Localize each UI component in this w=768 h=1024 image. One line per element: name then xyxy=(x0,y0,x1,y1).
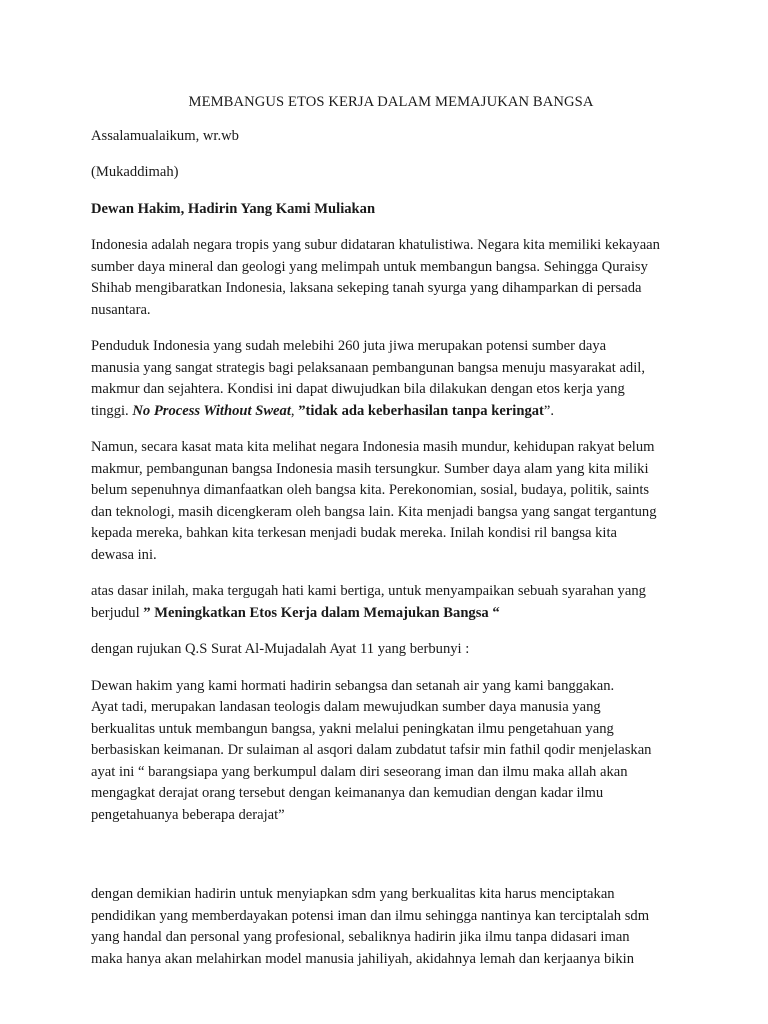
paragraph-line: dengan demikian hadirin untuk menyiapkan sdm yang berkualitas kita harus menciptakan xyxy=(91,886,615,902)
text-end: ”. xyxy=(543,402,555,419)
address-heading: Dewan Hakim, Hadirin Yang Kami Muliakan xyxy=(91,200,376,217)
text-comma: , xyxy=(290,402,299,419)
paragraph-line: Namun, secara kasat mata kita melihat negara Indonesia masih mundur, kehidupan rakyat belum xyxy=(91,439,655,455)
paragraph-line: makmur, pembangunan bangsa Indonesia masih tersungkur. Sumber daya alam yang kita miliki xyxy=(91,460,649,477)
speech-theme: ” Meningkatkan Etos Kerja dalam Memajukan Bangsa “ xyxy=(143,604,500,621)
document-body xyxy=(91,92,691,985)
paragraph-line: belum sepenuhnya dimanfaatkan oleh bangsa kita. Perekonomian, sosial, budaya, politik, saints xyxy=(91,482,650,498)
paragraph-line: makmur dan sejahtera. Kondisi ini dapat diwujudkan bila dilakukan dengan etos kerja yang xyxy=(91,381,625,397)
paragraph-line: Dewan hakim yang kami hormati hadirin sebangsa dan setanah air yang kami banggakan. xyxy=(91,677,615,694)
paragraph-line: pendidikan yang memberdayakan potensi iman dan ilmu sehingga nantinya kan terciptalah sdm xyxy=(91,907,650,924)
paragraph-line: kepada mereka, bahkan kita terkesan menjadi budak mereka. Inilah kondisi ril bangsa kita xyxy=(91,525,617,541)
paragraph-line: maka hanya akan melahirkan model manusia jahiliyah, akidahnya lemah dan kerjaanya bikin xyxy=(91,950,635,967)
paragraph-line-last xyxy=(91,401,691,423)
paragraph-dewan-hakim xyxy=(91,676,691,827)
paragraph-line: dewasa ini. xyxy=(91,546,157,563)
paragraph-line: Indonesia adalah negara tropis yang subur didataran khatulistiwa. Negara kita memiliki kekayaan xyxy=(91,237,660,253)
mukaddimah-label: (Mukaddimah) xyxy=(91,164,179,180)
paragraph-line: sumber daya mineral dan geologi yang melimpah untuk membangun bangsa. Sehingga Quraisy xyxy=(91,258,648,275)
paragraph-line: Penduduk Indonesia yang sudah melebihi 260 juta jiwa merupakan potensi sumber daya xyxy=(91,338,607,354)
paragraph-line: mengagkat derajat orang tersebut dengan keimananya dan kemudian dengan kadar ilmu xyxy=(91,785,604,801)
document-title: MEMBANGUS ETOS KERJA DALAM MEMAJUKAN BANGSA xyxy=(188,94,594,110)
paragraph-rujukan: dengan rujukan Q.S Surat Al-Mujadalah Ayat 11 yang berbunyi : xyxy=(91,641,470,657)
paragraph-line: ayat ini “ barangsiapa yang berkumpul dalam diri seseorang iman dan ilmu maka allah akan xyxy=(91,763,628,780)
motto-text: No Process Without Sweat xyxy=(132,402,291,419)
paragraph-line: berkualitas untuk membangun bangsa, yakni melalui peningkatan ilmu pengetahuan yang xyxy=(91,720,614,737)
paragraph-line: manusia yang sangat strategis bagi pelaksanaan pembangunan bangsa menuju masyarakat adil, xyxy=(91,359,645,376)
paragraph-indonesia xyxy=(91,235,691,321)
paragraph-line: dan teknologi, masih dicengkeram oleh bangsa lain. Kita menjadi bangsa yang sangat tergantung xyxy=(91,503,657,520)
text-prefix: tinggi. xyxy=(91,402,133,419)
paragraph-line: pengetahuanya beberapa derajat” xyxy=(91,806,285,823)
paragraph-atas-dasar xyxy=(91,581,691,624)
paragraph-line: berbasiskan keimanan. Dr sulaiman al asqori dalam zubdatut tafsir min fathil qodir menjelaskan xyxy=(91,742,652,758)
paragraph-namun xyxy=(91,437,691,566)
paragraph-line: Shihab mengibaratkan Indonesia, laksana sekeping tanah syurga yang dihamparkan di persada xyxy=(91,280,642,296)
paragraph-line: yang handal dan personal yang profesional, sebaliknya hadirin jika ilmu tanpa didasari iman xyxy=(91,929,630,945)
paragraph-line: Ayat tadi, merupakan landasan teologis dalam mewujudkan sumber daya manusia yang xyxy=(91,699,601,715)
blank-space xyxy=(91,841,691,884)
paragraph-line: atas dasar inilah, maka tergugah hati kami bertiga, untuk menyampaikan sebuah syarahan yang xyxy=(91,583,646,599)
paragraph-line-theme xyxy=(91,603,691,625)
motto-translation: ”tidak ada keberhasilan tanpa keringat xyxy=(298,402,544,419)
paragraph-penduduk xyxy=(91,336,691,422)
paragraph-line: nusantara. xyxy=(91,301,151,318)
greeting: Assalamualaikum, wr.wb xyxy=(91,127,239,144)
paragraph-demikian xyxy=(91,884,691,970)
text-prefix: berjudul xyxy=(91,604,144,621)
